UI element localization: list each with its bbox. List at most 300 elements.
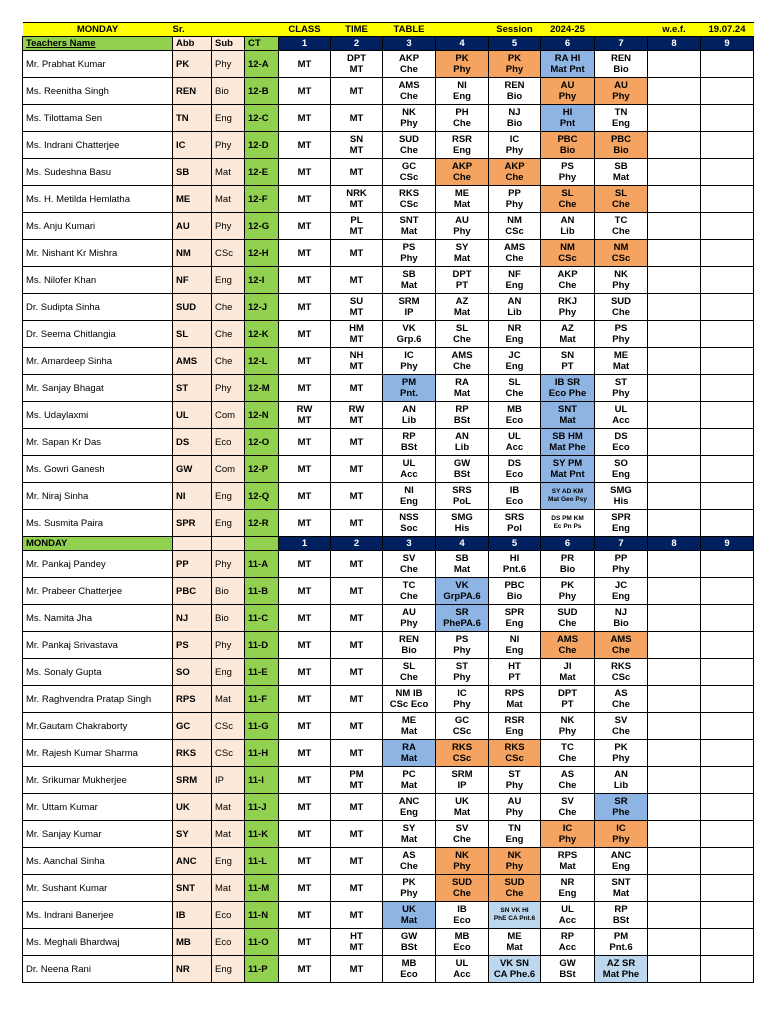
period-cell-line: Phy	[612, 334, 630, 345]
title-time: TIME	[331, 23, 383, 37]
period-cell	[701, 956, 754, 983]
period-cell	[436, 821, 489, 848]
period-cell	[383, 402, 436, 429]
period-cell-line: AZ	[455, 296, 469, 307]
period-cell: MT	[331, 159, 383, 186]
period-cell-line: PM	[613, 931, 629, 942]
period-cell	[701, 51, 754, 78]
period-cell-line: SY PM	[552, 458, 583, 469]
period-cell: MT	[331, 551, 383, 578]
ct-header: CT	[245, 37, 279, 51]
teacher-row	[23, 902, 754, 929]
period-cell	[701, 132, 754, 159]
period-cell-line: Phy	[453, 226, 471, 237]
period-cell-line: CSc Eco	[389, 699, 429, 710]
period-cell-line: MT	[349, 334, 364, 345]
teacher-name: Mr. Sushant Kumar	[23, 875, 173, 902]
period-cell	[489, 51, 541, 78]
period-cell-line: Eng	[453, 91, 471, 102]
period-cell: MT	[279, 510, 331, 537]
teacher-name: Mr. Amardeep Sinha	[23, 348, 173, 375]
period-cell	[489, 821, 541, 848]
period-cell-line: Eng	[505, 361, 524, 372]
period-cell-line: ME	[613, 350, 629, 361]
period-cell-line: Eco	[612, 442, 630, 453]
period-cell-line: Acc	[612, 415, 630, 426]
period-cell	[541, 578, 595, 605]
period-cell-line: Phe	[612, 807, 630, 818]
period-cell-line: SUD	[557, 607, 578, 618]
period-cell	[701, 402, 754, 429]
teacher-row	[23, 713, 754, 740]
period-cell	[595, 848, 648, 875]
teacher-row	[23, 578, 754, 605]
class-teacher-of: 11-C	[245, 605, 279, 632]
period-cell: MT	[279, 294, 331, 321]
period-cell	[383, 659, 436, 686]
period-cell: MT	[331, 605, 383, 632]
period-cell	[436, 429, 489, 456]
period-cell-line: AKP	[451, 161, 473, 172]
period-cell-line: NK	[560, 715, 575, 726]
title-wef-label: w.e.f.	[648, 23, 701, 37]
teacher-subject: Eng	[212, 848, 245, 875]
class-teacher-of: 11-I	[245, 767, 279, 794]
period-cell-line: RKS	[504, 742, 525, 753]
period-cell-line: GW	[400, 931, 418, 942]
period-cell	[331, 348, 383, 375]
class-teacher-of: 12-G	[245, 213, 279, 240]
teacher-abbreviation: NI	[173, 483, 212, 510]
period-cell	[648, 429, 701, 456]
period-cell-line: SL	[508, 377, 521, 388]
period-cell-line: SY	[455, 242, 469, 253]
period-cell-line: Eco	[453, 915, 471, 926]
period-cell: MT	[331, 483, 383, 510]
period-cell-line: RP	[614, 904, 628, 915]
teacher-subject: Phy	[212, 213, 245, 240]
period-cell	[331, 51, 383, 78]
period-cell-line: ANC	[610, 850, 632, 861]
period-cell	[489, 267, 541, 294]
period-cell: MT	[279, 456, 331, 483]
period-cell-line: Phy	[453, 645, 471, 656]
period-cell: MT	[331, 375, 383, 402]
period-cell	[541, 375, 595, 402]
teacher-name: Ms. Reenitha Singh	[23, 78, 173, 105]
period-cell	[383, 429, 436, 456]
period-cell-line: Mat	[559, 672, 576, 683]
period-cell-line: RKS	[451, 742, 473, 753]
period-cell-line: Phy	[612, 280, 630, 291]
period-header: 7	[595, 537, 648, 551]
title-blank	[436, 23, 489, 37]
period-cell	[701, 632, 754, 659]
teacher-abbreviation: AU	[173, 213, 212, 240]
period-cell-line: Che	[453, 172, 471, 183]
period-cell-line: Phy	[505, 780, 524, 791]
period-cell	[436, 132, 489, 159]
period-cell-line: IC	[616, 823, 626, 834]
period-cell	[436, 294, 489, 321]
period-cell-line: PK	[507, 53, 522, 64]
class-teacher-of: 11-H	[245, 740, 279, 767]
period-cell	[595, 375, 648, 402]
period-cell-line: AU	[507, 796, 522, 807]
period-cell	[701, 483, 754, 510]
period-cell-line: AU	[455, 215, 469, 226]
teacher-subject: CSc	[212, 240, 245, 267]
period-cell	[595, 510, 648, 537]
period-cell-line: SL	[561, 188, 574, 199]
period-cell-line: Grp.6	[396, 334, 422, 345]
section-blank	[212, 537, 245, 551]
section-blank	[245, 537, 279, 551]
period-cell	[541, 740, 595, 767]
teacher-row	[23, 213, 754, 240]
period-cell: MT	[279, 929, 331, 956]
period-cell-line: VK SN	[499, 958, 530, 969]
teacher-row	[23, 105, 754, 132]
period-cell-line: PS	[402, 242, 416, 253]
teacher-subject: Bio	[212, 578, 245, 605]
class-teacher-of: 11-L	[245, 848, 279, 875]
period-cell	[648, 510, 701, 537]
period-cell	[541, 51, 595, 78]
period-cell-line: MT	[349, 145, 364, 156]
teacher-abbreviation: DS	[173, 429, 212, 456]
period-cell	[595, 267, 648, 294]
period-cell-line: TN	[508, 823, 521, 834]
period-cell	[595, 821, 648, 848]
teacher-row	[23, 402, 754, 429]
period-cell-line: Mat	[400, 726, 418, 737]
period-cell-line: Bio	[506, 91, 523, 102]
class-teacher-of: 12-M	[245, 375, 279, 402]
period-cell	[331, 929, 383, 956]
period-cell	[489, 240, 541, 267]
period-cell-line: Mat	[506, 699, 523, 710]
teacher-abbreviation: SO	[173, 659, 212, 686]
period-cell-line: BSt	[612, 915, 630, 926]
period-cell	[701, 159, 754, 186]
period-cell	[436, 551, 489, 578]
period-cell	[436, 767, 489, 794]
period-cell	[648, 659, 701, 686]
teacher-name: Mr. Prabhat Kumar	[23, 51, 173, 78]
period-cell-line: MT	[349, 942, 364, 953]
period-cell-line: DPT	[347, 53, 366, 64]
period-cell	[701, 605, 754, 632]
period-cell	[595, 105, 648, 132]
period-cell	[595, 186, 648, 213]
period-cell	[541, 294, 595, 321]
teacher-subject: Mat	[212, 686, 245, 713]
period-cell	[541, 821, 595, 848]
teacher-name: Mr. Pankaj Srivastava	[23, 632, 173, 659]
period-cell	[541, 267, 595, 294]
period-cell-line: PT	[561, 699, 574, 710]
period-cell-line: Ec Pn Ps	[553, 523, 582, 530]
period-cell-line: UK	[402, 904, 416, 915]
period-cell-line: MT	[349, 64, 364, 75]
period-cell	[541, 402, 595, 429]
period-cell	[595, 159, 648, 186]
class-teacher-of: 12-L	[245, 348, 279, 375]
period-cell-line: Mat Geo Psy	[547, 496, 587, 503]
period-cell-line: NM IB	[395, 688, 423, 699]
teacher-subject: Mat	[212, 821, 245, 848]
period-cell	[701, 929, 754, 956]
period-cell	[648, 956, 701, 983]
period-cell-line: GrpPA.6	[443, 591, 481, 602]
period-cell-line: SV	[614, 715, 628, 726]
teacher-abbreviation: SB	[173, 159, 212, 186]
period-header: 5	[489, 537, 541, 551]
teacher-row	[23, 51, 754, 78]
period-cell-line: Phy	[612, 388, 630, 399]
title-session-label: Session	[489, 23, 541, 37]
class-teacher-of: 11-G	[245, 713, 279, 740]
period-cell	[701, 213, 754, 240]
period-cell-line: Che	[558, 780, 577, 791]
period-cell-line: Eco	[505, 415, 524, 426]
period-cell-line: DS	[614, 431, 628, 442]
period-cell-line: Phy	[400, 118, 418, 129]
period-cell	[436, 794, 489, 821]
period-cell: MT	[279, 956, 331, 983]
period-cell-line: REN	[504, 80, 525, 91]
period-cell	[595, 294, 648, 321]
teacher-row	[23, 375, 754, 402]
period-cell	[489, 551, 541, 578]
period-cell	[701, 740, 754, 767]
period-cell	[436, 105, 489, 132]
period-cell-line: Lib	[613, 780, 629, 791]
period-cell	[489, 402, 541, 429]
period-cell: MT	[279, 848, 331, 875]
period-cell: MT	[279, 267, 331, 294]
period-cell: MT	[279, 429, 331, 456]
period-cell	[648, 78, 701, 105]
period-cell-line: AMS	[610, 634, 632, 645]
period-cell-line: GC	[454, 715, 470, 726]
teacher-abbreviation: RKS	[173, 740, 212, 767]
period-cell-line: Eng	[505, 334, 524, 345]
period-cell	[701, 686, 754, 713]
period-cell	[701, 240, 754, 267]
period-cell	[383, 767, 436, 794]
teacher-abbreviation: AMS	[173, 348, 212, 375]
period-cell	[436, 159, 489, 186]
period-cell-line: IB	[509, 485, 520, 496]
period-cell-line: CA Phe.6	[493, 969, 536, 980]
teacher-row	[23, 483, 754, 510]
title-blank	[595, 23, 648, 37]
period-cell-line: NI	[457, 80, 467, 91]
period-cell	[595, 956, 648, 983]
period-cell-line: Lib	[507, 307, 522, 318]
period-cell-line: IP	[457, 780, 467, 791]
period-cell-line: PhePA.6	[443, 618, 481, 629]
period-cell-line: MT	[349, 415, 364, 426]
period-cell-line: Acc	[558, 942, 577, 953]
teacher-subject: Che	[212, 321, 245, 348]
period-cell-line: SMG	[451, 512, 473, 523]
period-cell	[701, 551, 754, 578]
teacher-name: Mr. Nishant Kr Mishra	[23, 240, 173, 267]
teacher-row	[23, 848, 754, 875]
period-cell-line: AN	[402, 404, 416, 415]
period-cell-line: NK	[455, 850, 469, 861]
period-cell-line: PM	[349, 769, 364, 780]
period-cell	[595, 213, 648, 240]
teacher-name: Dr. Seema Chitlangia	[23, 321, 173, 348]
period-cell	[648, 821, 701, 848]
teacher-row	[23, 875, 754, 902]
period-cell	[541, 956, 595, 983]
period-cell-line: DPT	[558, 688, 577, 699]
period-cell-line: JI	[563, 661, 572, 672]
period-cell-line: Eng	[612, 523, 630, 534]
period-cell-line: Che	[558, 807, 577, 818]
period-cell-line: PBC	[504, 580, 525, 591]
teacher-name: Mr. Niraj Sinha	[23, 483, 173, 510]
period-cell-line: SB	[614, 161, 628, 172]
period-cell: MT	[279, 578, 331, 605]
period-cell-line: Eng	[505, 280, 524, 291]
period-cell-line: Phy	[453, 672, 471, 683]
period-cell-line: PR	[560, 553, 575, 564]
period-cell	[436, 578, 489, 605]
teacher-row	[23, 456, 754, 483]
period-cell	[436, 240, 489, 267]
period-cell	[595, 456, 648, 483]
period-cell-line: AKP	[504, 161, 525, 172]
period-cell: MT	[331, 240, 383, 267]
period-header: 6	[541, 37, 595, 51]
period-cell-line: MT	[349, 307, 364, 318]
period-header: 8	[648, 537, 701, 551]
class-teacher-of: 11-P	[245, 956, 279, 983]
period-cell-line: Phy	[612, 91, 630, 102]
teacher-subject: Eng	[212, 105, 245, 132]
period-cell	[436, 875, 489, 902]
period-cell-line: Eco	[505, 496, 524, 507]
teacher-abbreviation: PP	[173, 551, 212, 578]
period-cell-line: PK	[402, 877, 416, 888]
period-cell	[436, 902, 489, 929]
period-cell-line: Mat	[506, 942, 523, 953]
period-cell	[383, 51, 436, 78]
period-cell	[436, 605, 489, 632]
period-cell-line: GW	[453, 458, 471, 469]
period-cell	[489, 456, 541, 483]
period-cell: MT	[279, 740, 331, 767]
period-cell: MT	[279, 186, 331, 213]
period-cell-line: PH	[455, 107, 469, 118]
class-teacher-of: 12-C	[245, 105, 279, 132]
period-cell: MT	[331, 659, 383, 686]
period-cell-line: Mat Pnt	[550, 64, 585, 75]
period-cell-line: Che	[400, 861, 418, 872]
teacher-subject: Eng	[212, 956, 245, 983]
period-cell: MT	[331, 578, 383, 605]
period-cell-line: RA HI	[554, 53, 581, 64]
period-cell-line: CSc	[399, 199, 419, 210]
period-cell-line: Phy	[505, 807, 524, 818]
period-cell	[595, 929, 648, 956]
period-cell-line: SU	[349, 296, 364, 307]
period-cell-line: RA	[402, 742, 416, 753]
period-cell	[489, 78, 541, 105]
period-cell-line: Pnt.6	[609, 942, 633, 953]
period-cell	[331, 186, 383, 213]
period-cell	[595, 578, 648, 605]
period-cell: MT	[279, 551, 331, 578]
period-cell	[331, 294, 383, 321]
period-cell-line: ST	[614, 377, 628, 388]
period-cell	[383, 186, 436, 213]
period-cell-line: Lib	[560, 226, 575, 237]
period-cell-line: VK	[402, 323, 416, 334]
period-cell	[489, 956, 541, 983]
title-table: TABLE	[383, 23, 436, 37]
period-cell	[541, 875, 595, 902]
title-blank	[212, 23, 245, 37]
teacher-abbreviation: IC	[173, 132, 212, 159]
period-cell	[648, 483, 701, 510]
period-cell-line: SV	[402, 553, 416, 564]
period-cell-line: NK	[507, 850, 522, 861]
period-cell-line: RPS	[504, 688, 525, 699]
period-cell	[648, 740, 701, 767]
period-cell	[648, 578, 701, 605]
teacher-subject: IP	[212, 767, 245, 794]
period-cell-line: AN	[455, 431, 469, 442]
period-cell	[489, 294, 541, 321]
period-cell-line: Phy	[453, 699, 471, 710]
period-cell-line: Che	[400, 564, 418, 575]
period-cell-line: PBC	[557, 134, 578, 145]
period-cell-line: UK	[455, 796, 469, 807]
period-cell-line: MB	[507, 404, 522, 415]
period-cell: MT	[331, 848, 383, 875]
period-cell: MT	[279, 767, 331, 794]
period-cell-line: IC	[562, 823, 573, 834]
period-cell-line: Bio	[613, 145, 629, 156]
period-cell-line: MT	[349, 361, 364, 372]
period-cell-line: NJ	[508, 107, 521, 118]
period-cell	[595, 321, 648, 348]
period-cell-line: Acc	[400, 469, 418, 480]
section-header-row	[23, 537, 754, 551]
period-cell: MT	[279, 321, 331, 348]
period-cell-line: Mat	[612, 172, 630, 183]
class-teacher-of: 11-A	[245, 551, 279, 578]
period-cell-line: UL	[561, 904, 574, 915]
period-cell-line: Eng	[612, 861, 630, 872]
class-teacher-of: 12-H	[245, 240, 279, 267]
period-cell-line: MT	[349, 780, 364, 791]
period-cell	[436, 267, 489, 294]
period-cell-line: PS	[561, 161, 574, 172]
period-cell	[595, 875, 648, 902]
period-cell	[648, 875, 701, 902]
period-cell-line: NM	[560, 242, 575, 253]
period-cell-line: Mat	[612, 888, 630, 899]
teacher-name: Dr. Neena Rani	[23, 956, 173, 983]
